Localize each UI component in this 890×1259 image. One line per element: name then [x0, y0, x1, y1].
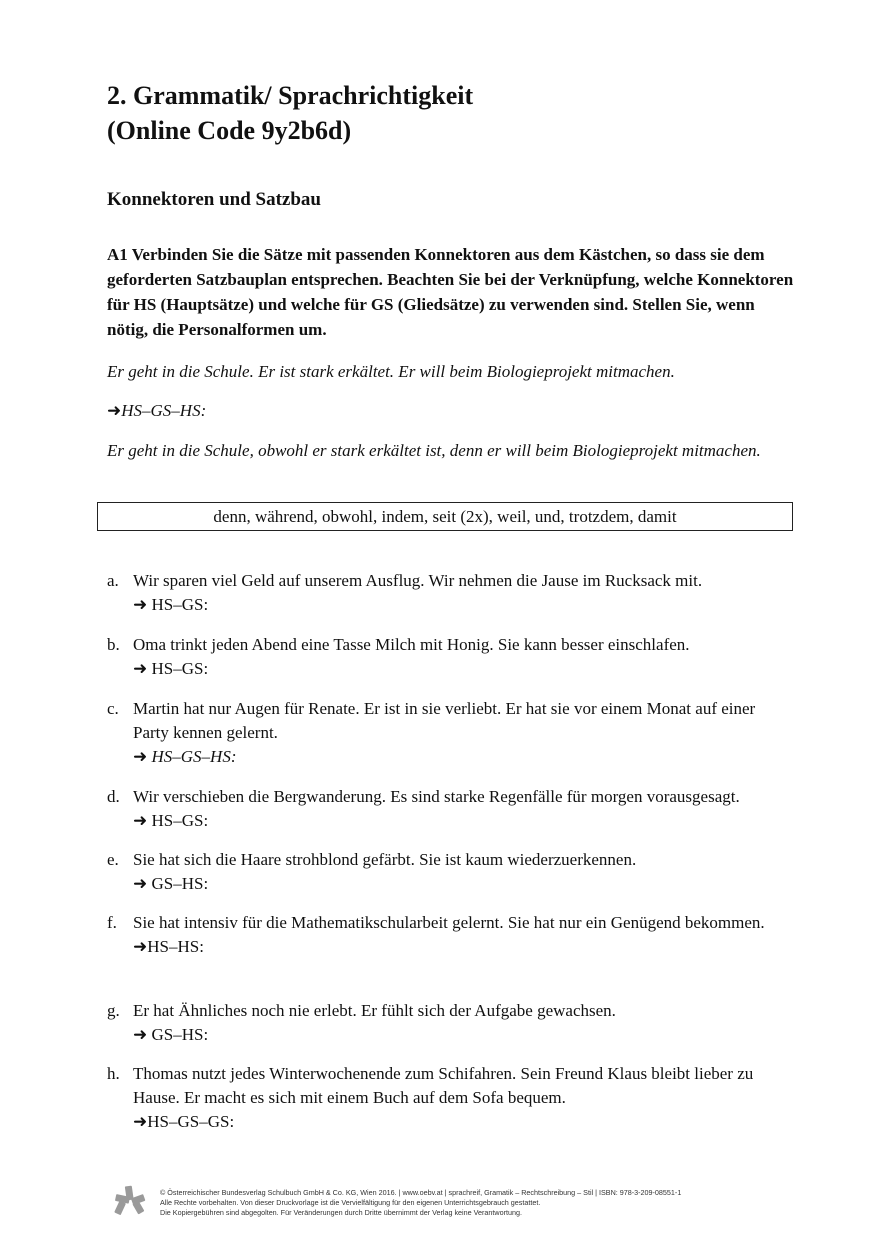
section-title: Konnektoren und Satzbau	[107, 189, 321, 210]
exercise-item	[107, 785, 777, 833]
arrow-icon: ➜	[133, 1025, 148, 1044]
exercise-sentence: Sie hat sich die Haare strohblond gefärbt. Sie ist kaum wiederzuerkennen.	[133, 850, 637, 869]
exercise-letter: e.	[107, 850, 119, 869]
arrow-icon: ➜	[133, 937, 148, 956]
exercise-pattern	[133, 593, 777, 617]
page-title	[107, 78, 473, 148]
exercise-letter: d.	[107, 787, 120, 806]
exercise-pattern	[133, 1023, 777, 1047]
exercise-item	[107, 999, 777, 1047]
footer-line-3: Die Kopiergebühren sind abgegolten. Für Veränderungen durch Dritte übernimmt der Verlag keine Verantwortung.	[160, 1208, 522, 1217]
exercise-pattern-text: HS–GS–GS:	[147, 1112, 235, 1131]
title-line-1: 2. Grammatik/ Sprachrichtigkeit	[107, 81, 474, 110]
exercise-item	[107, 569, 777, 617]
arrow-icon: ➜	[133, 811, 148, 830]
exercise-letter: h.	[107, 1064, 120, 1083]
footer-line-2: Alle Rechte vorbehalten. Von dieser Druckvorlage ist die Vervielfältigung für den eigenen Unterrichtsgebrauch gestattet.	[160, 1198, 541, 1207]
exercise-pattern-text: HS–GS:	[147, 659, 209, 678]
exercise-pattern-text: GS–HS:	[147, 874, 209, 893]
exercise-pattern	[133, 872, 777, 896]
exercise-sentence: Wir verschieben die Bergwanderung. Es sind starke Regenfälle für morgen vorausgesagt.	[133, 787, 740, 806]
exercise-pattern-text: HS–GS–HS:	[147, 747, 237, 766]
exercise-pattern-text: GS–HS:	[147, 1025, 209, 1044]
exercise-sentence: Oma trinkt jeden Abend eine Tasse Milch mit Honig. Sie kann besser einschlafen.	[133, 635, 690, 654]
exercise-item	[107, 697, 777, 769]
exercise-pattern	[133, 657, 777, 681]
exercise-sentence: Er hat Ähnliches noch nie erlebt. Er fühlt sich der Aufgabe gewachsen.	[133, 1001, 616, 1020]
exercise-pattern	[133, 809, 777, 833]
arrow-icon: ➜	[133, 595, 148, 614]
publisher-logo-icon	[112, 1184, 148, 1220]
exercise-item	[107, 848, 777, 896]
exercise-sentence: Sie hat intensiv für die Mathematikschularbeit gelernt. Sie hat nur ein Genügend bekommen.	[133, 913, 765, 932]
exercise-item	[107, 1062, 777, 1134]
exercise-letter: a.	[107, 571, 119, 590]
exercise-pattern-text: HS–GS:	[147, 811, 209, 830]
arrow-icon: ➜	[133, 1112, 148, 1131]
exercise-sentence: Thomas nutzt jedes Winterwochenende zum Schifahren. Sein Freund Klaus bleibt lieber zu Hause. Er macht es sich mit einem Buch auf dem Sofa bequem.	[133, 1064, 754, 1107]
exercise-pattern	[133, 745, 777, 769]
title-line-2: (Online Code 9y2b6d)	[107, 116, 352, 145]
exercise-pattern	[133, 935, 777, 959]
arrow-icon: ➜	[133, 659, 148, 678]
example-pattern	[107, 401, 206, 421]
task-instruction: A1 Verbinden Sie die Sätze mit passenden Konnektoren aus dem Kästchen, so dass sie dem geforderten Satzbauplan entsprechen. Beachten Sie bei der Verknüpfung, welche Konnektoren für HS (Hauptsätze) und welche für GS (Gliedsätze) zu verwenden sind. Stellen Sie, wenn nötig, die Personalformen um.	[107, 245, 794, 339]
footer	[112, 1184, 812, 1224]
exercise-pattern	[133, 1110, 777, 1134]
exercise-pattern-text: HS–GS:	[147, 595, 209, 614]
exercise-letter: c.	[107, 699, 119, 718]
exercise-item	[107, 911, 777, 959]
exercise-sentence: Martin hat nur Augen für Renate. Er ist in sie verliebt. Er hat sie vor einem Monat auf einer Party kennen gelernt.	[133, 699, 756, 742]
footer-text	[160, 1188, 681, 1218]
example-solution: Er geht in die Schule, obwohl er stark erkältet ist, denn er will beim Biologieprojekt mitmachen.	[107, 441, 761, 460]
connectors-box: denn, während, obwohl, indem, seit (2x), weil, und, trotzdem, damit	[97, 502, 793, 531]
exercise-letter: g.	[107, 1001, 120, 1020]
example-sentence: Er geht in die Schule. Er ist stark erkältet. Er will beim Biologieprojekt mitmachen.	[107, 362, 675, 381]
exercise-item	[107, 633, 777, 681]
arrow-icon: ➜	[107, 401, 122, 420]
exercise-letter: f.	[107, 913, 117, 932]
example-pattern-text: HS–GS–HS:	[121, 401, 207, 420]
footer-line-1: © Österreichischer Bundesverlag Schulbuch GmbH & Co. KG, Wien 2016. | www.oebv.at | sprachreif, Gramatik – Rechtschreibung – Stil | ISBN: 978-3-209-08551-1	[160, 1188, 682, 1197]
exercise-pattern-text: HS–HS:	[147, 937, 204, 956]
exercise-letter: b.	[107, 635, 120, 654]
arrow-icon: ➜	[133, 874, 148, 893]
exercise-sentence: Wir sparen viel Geld auf unserem Ausflug. Wir nehmen die Jause im Rucksack mit.	[133, 571, 703, 590]
arrow-icon: ➜	[133, 747, 148, 766]
